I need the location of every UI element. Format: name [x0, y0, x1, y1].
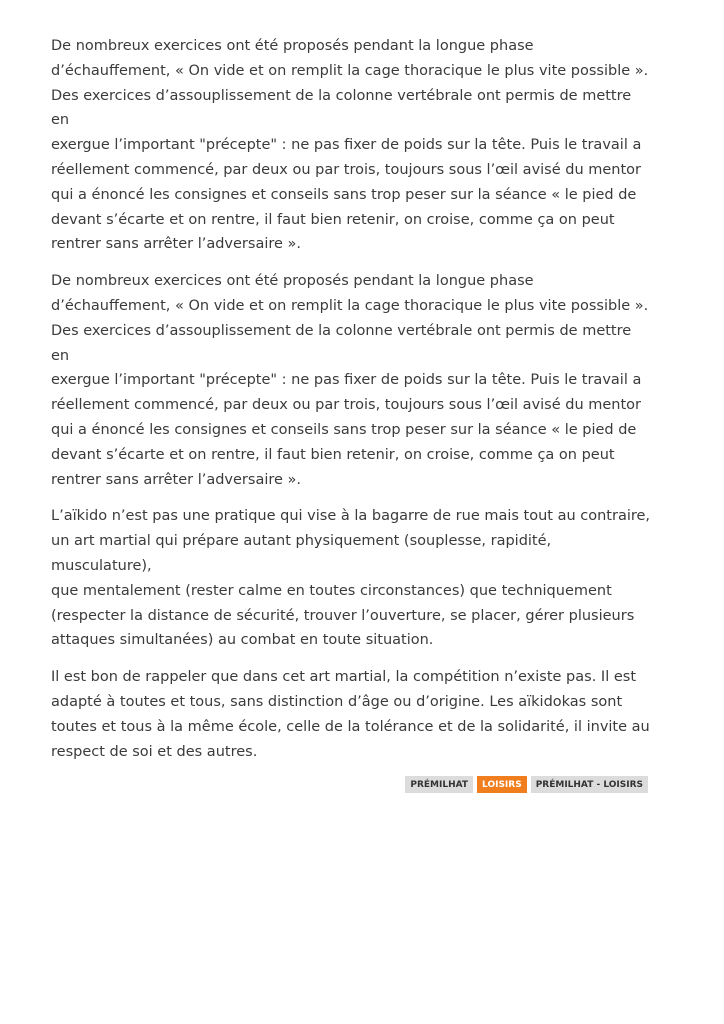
tag-premilhat-loisirs[interactable]: PRÉMILHAT - LOISIRS: [531, 776, 648, 793]
article-paragraph-3: L’aïkido n’est pas une pratique qui vise à la bagarre de rue mais tout au contraire, un art martial qui prépare autant physiquement (souplesse, rapidité, musculature), que mentalement (rester calme en toutes circonstances) que techniquement (respecter la distance de sécurité, trouver l’ouverture, se placer, gérer plusieurs attaques simultanées) au combat en toute situation.: [51, 508, 651, 649]
article-body: [51, 34, 651, 793]
tag-premilhat[interactable]: PRÉMILHAT: [405, 776, 473, 793]
tag-loisirs[interactable]: LOISIRS: [477, 776, 527, 793]
tag-list: [51, 776, 651, 793]
article-paragraph-4: Il est bon de rappeler que dans cet art martial, la compétition n’existe pas. Il est adapté à toutes et tous, sans distinction d’âge ou d’origine. Les aïkidokas sont toutes et tous à la même école, celle de la tolérance et de la solidarité, il invite au respect de soi et des autres.: [51, 669, 650, 760]
article-paragraph-2: De nombreux exercices ont été proposés pendant la longue phase d’échauffement, « On vide et on remplit la cage thoracique le plus vite possible ». Des exercices d’assouplissement de la colonne vertébrale ont permis de mettre en exergue l’important "précepte" : ne pas fixer de poids sur la tête. Puis le travail a réellement commencé, par deux ou par trois, toujours sous l’œil avisé du mentor qui a énoncé les consignes et conseils sans trop peser sur la séance « le pied de devant s’écarte et on rentre, il faut bien retenir, on croise, comme ça on peut rentrer sans arrêter l’adversaire ».: [51, 273, 649, 488]
article-paragraph-1: De nombreux exercices ont été proposés pendant la longue phase d’échauffement, « On vide et on remplit la cage thoracique le plus vite possible ». Des exercices d’assouplissement de la colonne vertébrale ont permis de mettre en exergue l’important "précepte" : ne pas fixer de poids sur la tête. Puis le travail a réellement commencé, par deux ou par trois, toujours sous l’œil avisé du mentor qui a énoncé les consignes et conseils sans trop peser sur la séance « le pied de devant s’écarte et on rentre, il faut bien retenir, on croise, comme ça on peut rentrer sans arrêter l’adversaire ».: [51, 38, 649, 253]
